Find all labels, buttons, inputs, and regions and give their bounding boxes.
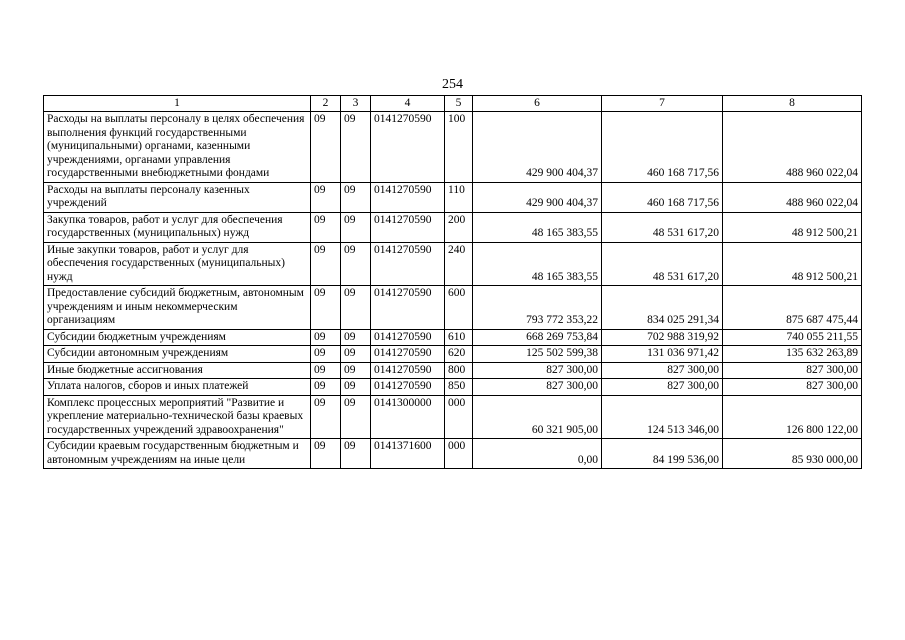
- expense-name-cell: Предоставление субсидий бюджетным, автономным учреждениям и иным некоммерческим организациям: [44, 286, 311, 330]
- page-number: 254: [442, 77, 463, 92]
- table-row: [44, 212, 862, 242]
- amount-col7-cell: 834 025 291,34: [602, 286, 723, 330]
- amount-col8-cell: 875 687 475,44: [723, 286, 862, 330]
- expense-type-cell: 800: [445, 362, 473, 379]
- expense-name-cell: Субсидии краевым государственным бюджетным и автономным учреждениям на иные цели: [44, 439, 311, 469]
- amount-col6-cell: 668 269 753,84: [473, 329, 602, 346]
- header-cell: 4: [371, 96, 445, 112]
- expense-type-cell: 200: [445, 212, 473, 242]
- header-cell: 6: [473, 96, 602, 112]
- amount-col6-cell: 125 502 599,38: [473, 346, 602, 363]
- header-cell: 1: [44, 96, 311, 112]
- header-cell: 5: [445, 96, 473, 112]
- section-code-cell: 09: [311, 182, 341, 212]
- subsection-code-cell: 09: [341, 112, 371, 183]
- table-body: [44, 112, 862, 469]
- target-article-cell: 0141270590: [371, 212, 445, 242]
- expense-name-cell: Иные закупки товаров, работ и услуг для обеспечения государственных (муниципальных) нужд: [44, 242, 311, 286]
- amount-col8-cell: 827 300,00: [723, 379, 862, 396]
- table-row: [44, 242, 862, 286]
- subsection-code-cell: 09: [341, 395, 371, 439]
- header-cell: 3: [341, 96, 371, 112]
- section-code-cell: 09: [311, 329, 341, 346]
- expense-name-cell: Иные бюджетные ассигнования: [44, 362, 311, 379]
- expense-type-cell: 620: [445, 346, 473, 363]
- table-row: [44, 439, 862, 469]
- expense-type-cell: 850: [445, 379, 473, 396]
- expense-type-cell: 000: [445, 395, 473, 439]
- target-article-cell: 0141300000: [371, 395, 445, 439]
- table-row: [44, 286, 862, 330]
- expense-type-cell: 100: [445, 112, 473, 183]
- amount-col8-cell: 85 930 000,00: [723, 439, 862, 469]
- target-article-cell: 0141270590: [371, 379, 445, 396]
- section-code-cell: 09: [311, 346, 341, 363]
- header-cell: 8: [723, 96, 862, 112]
- amount-col7-cell: 84 199 536,00: [602, 439, 723, 469]
- amount-col6-cell: 60 321 905,00: [473, 395, 602, 439]
- expense-type-cell: 610: [445, 329, 473, 346]
- amount-col7-cell: 48 531 617,20: [602, 212, 723, 242]
- expense-name-cell: Субсидии автономным учреждениям: [44, 346, 311, 363]
- header-cell: 7: [602, 96, 723, 112]
- expense-name-cell: Расходы на выплаты персоналу в целях обеспечения выполнения функций государственными (муниципальными) органами, казенными учреждениями, органами управления государственными внебюджетными фондами: [44, 112, 311, 183]
- amount-col8-cell: 48 912 500,21: [723, 212, 862, 242]
- amount-col7-cell: 702 988 319,92: [602, 329, 723, 346]
- section-code-cell: 09: [311, 212, 341, 242]
- subsection-code-cell: 09: [341, 439, 371, 469]
- table-row: [44, 362, 862, 379]
- amount-col6-cell: 0,00: [473, 439, 602, 469]
- table-row: [44, 182, 862, 212]
- target-article-cell: 0141371600: [371, 439, 445, 469]
- amount-col7-cell: 827 300,00: [602, 379, 723, 396]
- amount-col8-cell: 48 912 500,21: [723, 242, 862, 286]
- expense-type-cell: 110: [445, 182, 473, 212]
- amount-col8-cell: 488 960 022,04: [723, 182, 862, 212]
- expense-type-cell: 000: [445, 439, 473, 469]
- expense-type-cell: 600: [445, 286, 473, 330]
- section-code-cell: 09: [311, 112, 341, 183]
- amount-col8-cell: 488 960 022,04: [723, 112, 862, 183]
- amount-col8-cell: 126 800 122,00: [723, 395, 862, 439]
- subsection-code-cell: 09: [341, 182, 371, 212]
- amount-col6-cell: 793 772 353,22: [473, 286, 602, 330]
- amount-col7-cell: 460 168 717,56: [602, 112, 723, 183]
- amount-col7-cell: 460 168 717,56: [602, 182, 723, 212]
- amount-col8-cell: 135 632 263,89: [723, 346, 862, 363]
- amount-col7-cell: 827 300,00: [602, 362, 723, 379]
- amount-col8-cell: 827 300,00: [723, 362, 862, 379]
- section-code-cell: 09: [311, 379, 341, 396]
- amount-col6-cell: 429 900 404,37: [473, 182, 602, 212]
- expense-name-cell: Комплекс процессных мероприятий "Развитие и укрепление материально-технической базы краевых государственных учреждений здравоохранения": [44, 395, 311, 439]
- amount-col7-cell: 48 531 617,20: [602, 242, 723, 286]
- amount-col6-cell: 827 300,00: [473, 362, 602, 379]
- table-row: [44, 329, 862, 346]
- target-article-cell: 0141270590: [371, 112, 445, 183]
- target-article-cell: 0141270590: [371, 346, 445, 363]
- table-row: [44, 395, 862, 439]
- target-article-cell: 0141270590: [371, 329, 445, 346]
- amount-col6-cell: 48 165 383,55: [473, 242, 602, 286]
- expense-name-cell: Субсидии бюджетным учреждениям: [44, 329, 311, 346]
- expense-name-cell: Расходы на выплаты персоналу казенных учреждений: [44, 182, 311, 212]
- expense-type-cell: 240: [445, 242, 473, 286]
- section-code-cell: 09: [311, 395, 341, 439]
- amount-col7-cell: 131 036 971,42: [602, 346, 723, 363]
- subsection-code-cell: 09: [341, 286, 371, 330]
- header-cell: 2: [311, 96, 341, 112]
- subsection-code-cell: 09: [341, 212, 371, 242]
- subsection-code-cell: 09: [341, 242, 371, 286]
- amount-col8-cell: 740 055 211,55: [723, 329, 862, 346]
- subsection-code-cell: 09: [341, 329, 371, 346]
- subsection-code-cell: 09: [341, 362, 371, 379]
- budget-table: [43, 95, 862, 469]
- section-code-cell: 09: [311, 242, 341, 286]
- header-row: [44, 96, 862, 112]
- amount-col6-cell: 48 165 383,55: [473, 212, 602, 242]
- section-code-cell: 09: [311, 286, 341, 330]
- amount-col6-cell: 827 300,00: [473, 379, 602, 396]
- section-code-cell: 09: [311, 439, 341, 469]
- target-article-cell: 0141270590: [371, 182, 445, 212]
- expense-name-cell: Уплата налогов, сборов и иных платежей: [44, 379, 311, 396]
- section-code-cell: 09: [311, 362, 341, 379]
- target-article-cell: 0141270590: [371, 362, 445, 379]
- table-row: [44, 346, 862, 363]
- amount-col7-cell: 124 513 346,00: [602, 395, 723, 439]
- target-article-cell: 0141270590: [371, 286, 445, 330]
- target-article-cell: 0141270590: [371, 242, 445, 286]
- table-row: [44, 379, 862, 396]
- subsection-code-cell: 09: [341, 379, 371, 396]
- subsection-code-cell: 09: [341, 346, 371, 363]
- amount-col6-cell: 429 900 404,37: [473, 112, 602, 183]
- expense-name-cell: Закупка товаров, работ и услуг для обеспечения государственных (муниципальных) нужд: [44, 212, 311, 242]
- table-row: [44, 112, 862, 183]
